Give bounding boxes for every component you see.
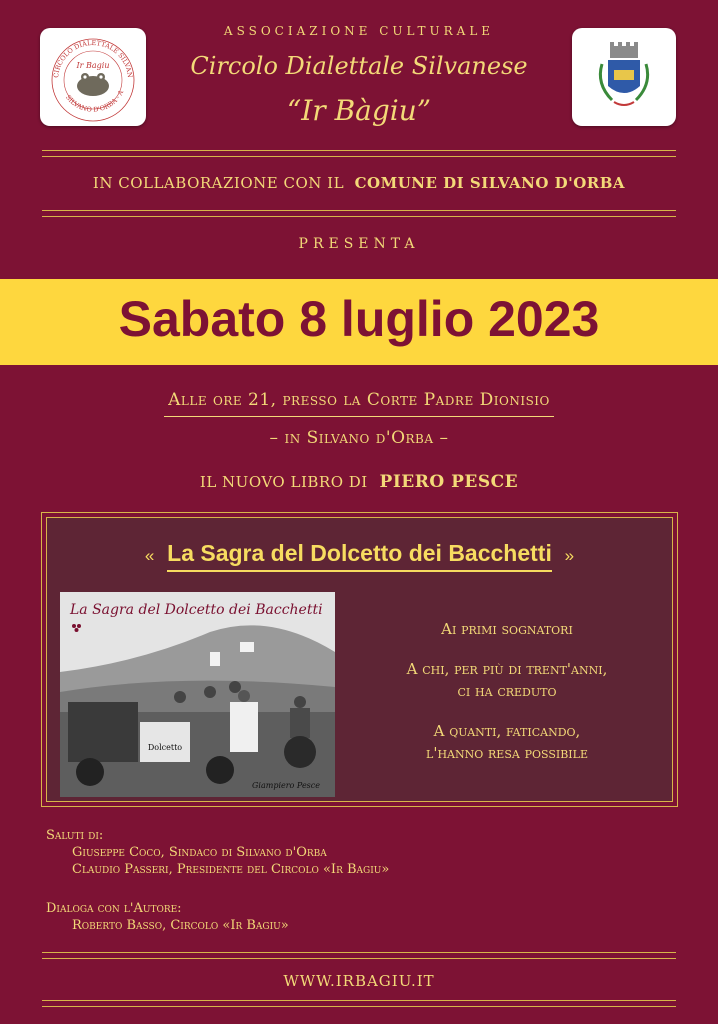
dedication-line-5: l'hanno resa possibile (426, 744, 588, 762)
divider-footer (42, 1000, 676, 1007)
dialogue-name-1: Roberto Basso, Circolo «Ir Bagiu» (72, 918, 289, 933)
greetings-heading: Saluti di: (46, 828, 104, 843)
association-label: ASSOCIAZIONE CULTURALE (223, 24, 495, 38)
venue-line-1-text: Alle ore 21, presso la Corte Padre Dionisio (164, 390, 554, 417)
logo-ring-text: CIRCOLO DIALETTALE SILVAN (52, 38, 134, 79)
org-name: Circolo Dialettale Silvanese (190, 52, 528, 80)
cover-sign-text: Dolcetto (147, 743, 183, 752)
venue-line-2: – in Silvano d'Orba – (269, 428, 449, 448)
dedication-line-1: Ai primi sognatori (441, 620, 573, 638)
dedication-line-2: A chi, per più di trent'anni, (406, 660, 608, 678)
book-title-row (47, 540, 672, 567)
dialogue-heading: Dialoga con l'Autore: (46, 901, 182, 916)
book-cover-photo (60, 592, 335, 797)
book-panel-inner (46, 517, 673, 802)
dedication-line-3: ci ha creduto (457, 682, 557, 700)
event-date: Sabato 8 luglio 2023 (118, 291, 600, 347)
divider-bottom (42, 952, 676, 959)
logo-center-text: Ir Bagiu (76, 61, 110, 70)
cover-credit: Giampiero Pesce (252, 781, 320, 790)
book-panel (41, 512, 678, 807)
website-link[interactable]: WWW.IRBAGIU.IT (283, 972, 435, 990)
book-title: La Sagra del Dolcetto dei Bacchetti (167, 540, 552, 572)
divider-middle (42, 210, 676, 217)
book-author: PIERO PESCE (379, 472, 519, 492)
org-nickname: “Ir Bàgiu” (286, 94, 432, 127)
collaboration-prefix: IN COLLABORAZIONE CON IL (92, 174, 345, 192)
greetings-name-1: Giuseppe Coco, Sindaco di Silvano d'Orba (72, 845, 327, 860)
collaboration-line (0, 174, 718, 192)
book-cover (60, 592, 335, 797)
book-intro-prefix: IL NUOVO LIBRO DI (199, 473, 368, 491)
book-intro (0, 472, 718, 492)
open-quote: « (144, 546, 155, 565)
greetings-block (46, 827, 389, 878)
presents-label: PRESENTA (298, 236, 420, 252)
cover-title: La Sagra del Dolcetto dei Bacchetti (70, 602, 323, 618)
dialogue-block (46, 900, 289, 934)
close-quote: » (564, 546, 575, 565)
venue-line-1 (0, 390, 718, 410)
dedication-line-4: A quanti, faticando, (433, 722, 581, 740)
greetings-name-2: Claudio Passeri, Presidente del Circolo «Ir Bagiu» (72, 862, 390, 877)
divider-top (42, 150, 676, 157)
collaboration-partner: COMUNE DI SILVANO D'ORBA (354, 174, 626, 192)
logo-bottom-text: SILVANO D'ORBA - A (64, 88, 126, 114)
